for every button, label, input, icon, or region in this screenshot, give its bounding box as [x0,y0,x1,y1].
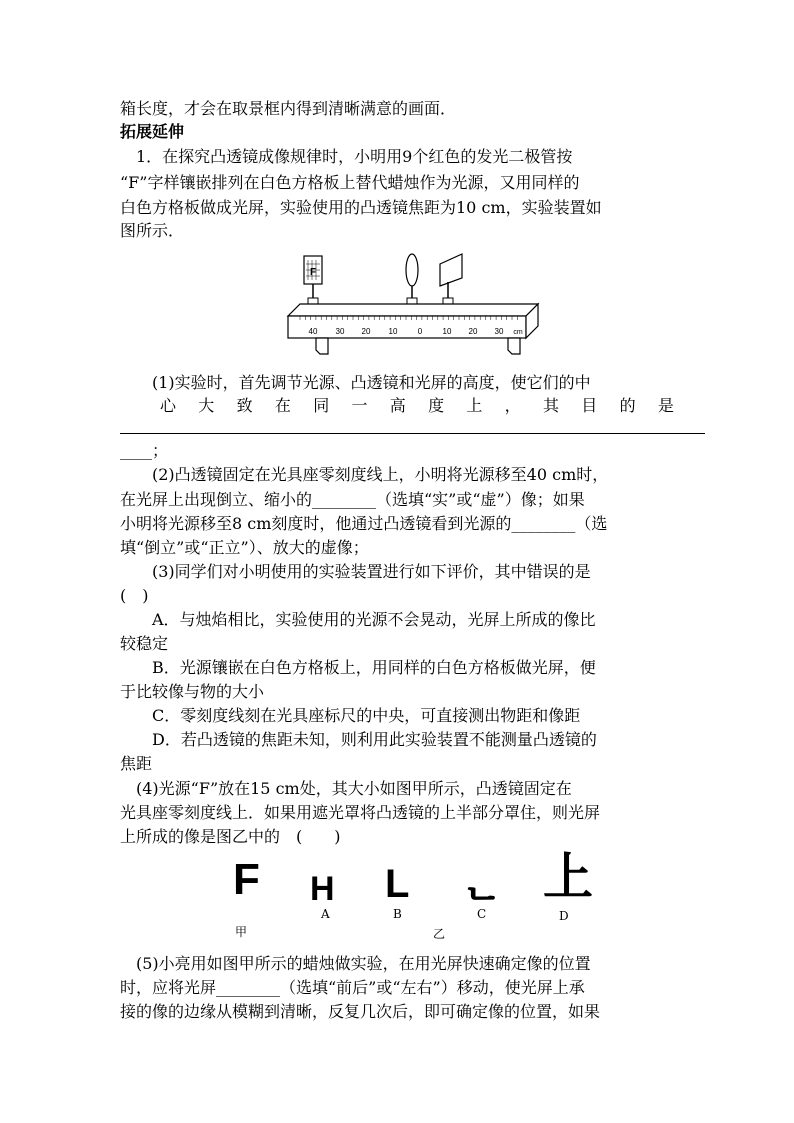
image-options-figure [225,849,605,945]
p5-line-1: (5)小亮用如图甲所示的蜡烛做实验，在用光屏快速确定像的位置 [120,954,591,973]
intro-line: 箱长度，才会在取景框内得到清晰满意的画面． [120,99,457,118]
convex-lens [406,254,418,304]
p4-line-2: 光具座零刻度线上．如果用遮光罩将凸透镜的上半部分罩住，则光屏 [120,803,601,822]
p3-line-1: (3)同学们对小明使用的实验装置进行如下评价，其中错误的是 [120,562,591,581]
p2-line-3: 小明将光源移至8 cm刻度时，他通过凸透镜看到光源的________（选 [120,514,608,533]
p3-line-2: ( ) [120,586,149,605]
option-d-glyph: 上 [543,849,593,905]
p1-word: 在 [274,396,291,415]
answer-blank-line[interactable] [120,433,705,434]
p3-option-a-cont: 较稳定 [120,634,169,653]
p1-word: 其 [542,396,559,415]
p5-line-3: 接的像的边缘从模糊到清晰，反复几次后，即可确定像的位置，如果 [120,1002,601,1021]
option-b-label: B [393,907,402,921]
p1-word: 大 [198,396,215,415]
light-screen [440,254,462,304]
tick-label: 0 [417,327,423,336]
p3-option-c: C．零刻度线刻在光具座标尺的中央，可直接测出物距和像距 [120,706,581,725]
tick-label: 20 [468,327,478,336]
p1-word: 一 [351,396,368,415]
q1-line-1: 1．在探究凸透镜成像规律时，小明用9个红色的发光二极管按 [120,147,573,166]
original-f-glyph: F [233,855,260,904]
p1-word: 的 [619,396,636,415]
option-d-label: D [559,909,569,923]
p3-option-d: D．若凸透镜的焦距未知，则利用此实验装置不能测量凸透镜的 [120,730,597,749]
p1-word: 目 [581,396,598,415]
unit-label: cm [513,329,523,336]
option-c-label: C [477,907,487,921]
q1-line-3: 白色方格板做成光屏，实验使用的凸透镜焦距为10 cm，实验装置如 [120,198,602,217]
q1-line-2: “F”字样镶嵌排列在白色方格板上替代蜡烛作为光源，又用同样的 [120,173,580,192]
label-yi: 乙 [433,927,446,941]
option-c-glyph: ᆫ [460,857,503,906]
p3-option-b-cont: 于比较像与物的大小 [120,682,265,701]
p1-line-3: ____； [120,441,169,460]
source-glyph: F [309,267,317,278]
tick-label: 30 [494,327,504,336]
light-source-board [304,256,322,304]
p4-line-1: (4)光源“F”放在15 cm处，其大小如图甲所示，凸透镜固定在 [120,779,572,798]
p1-word: 同 [313,396,330,415]
p1-word: 上 [466,396,483,415]
p2-line-2: 在光屏上出现倒立、缩小的________（选填“实”或“虚”）像；如果 [120,490,585,509]
p2-line-4: 填“倒立”或“正立”）、放大的虚像； [120,538,369,557]
tick-label: 10 [442,327,452,336]
p1-word: 心 [160,396,177,415]
option-a-label: A [321,907,330,921]
p1-line-1: (1)实验时，首先调节光源、凸透镜和光屏的高度，使它们的中 [120,373,591,392]
p1-word: 是 [657,396,674,415]
option-b-glyph: L [385,862,410,906]
option-a-glyph: H [310,870,335,908]
optical-bench-figure [280,250,542,362]
p4-line-3: 上所成的像是图乙中的 ( ) [120,827,341,846]
bench-legs [316,338,520,354]
p5-line-2: 时，应将光屏________（选填“前后”或“左右”）移动，使光屏上承 [120,978,585,997]
section-title: 拓展延伸 [120,122,185,141]
p1-word: 高 [389,396,406,415]
p1-word: ， [504,396,521,415]
p2-line-1: (2)凸透镜固定在光具座零刻度线上，小明将光源移至40 cm时， [120,465,609,484]
p1-word: 度 [428,396,445,415]
p3-option-b: B．光源镶嵌在白色方格板上，用同样的白色方格板做光屏，便 [120,658,596,677]
tick-label: 10 [388,327,398,336]
tick-label: 20 [361,327,371,336]
p1-word: 致 [236,396,253,415]
label-jia: 甲 [235,925,248,939]
tick-label: 30 [335,327,345,336]
q1-line-4: 图所示． [120,221,185,240]
p3-option-d-cont: 焦距 [120,754,153,773]
tick-label: 40 [308,327,318,336]
p3-option-a: A．与烛焰相比，实验使用的光源不会晃动，光屏上所成的像比 [120,610,596,629]
p1-line-2 [160,395,674,417]
